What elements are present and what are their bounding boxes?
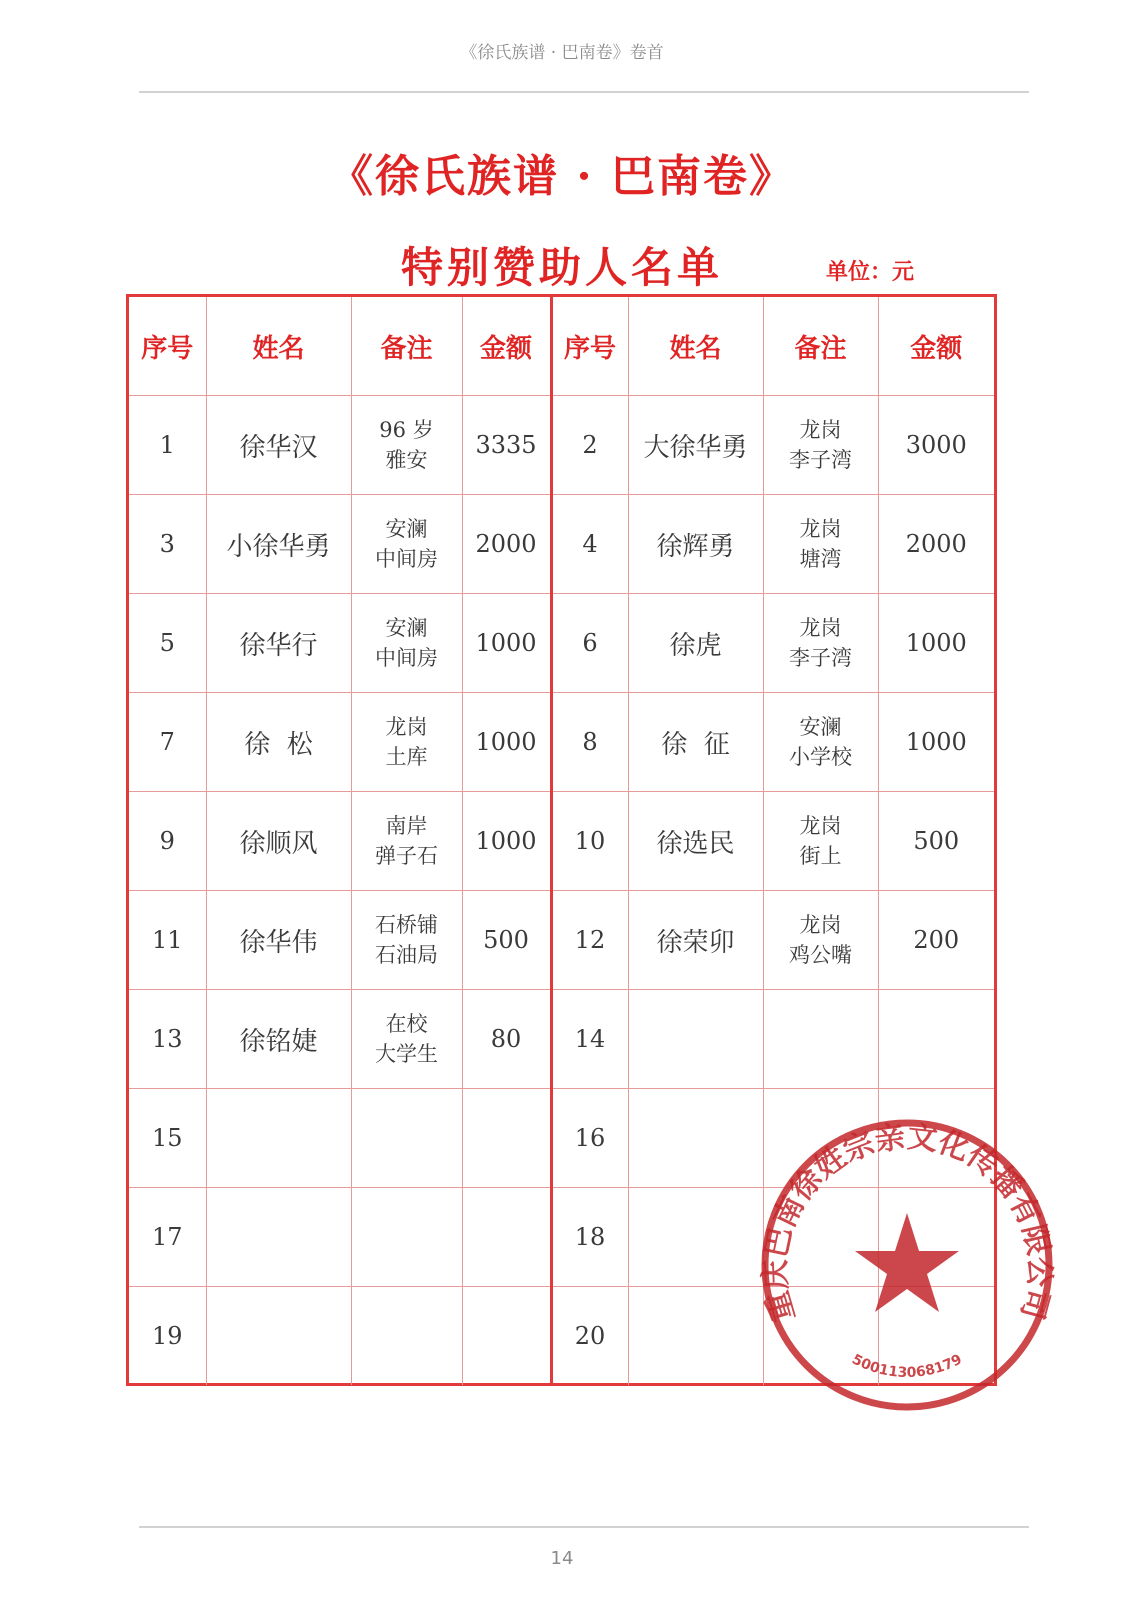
table-row [129,891,994,990]
sponsor-amount: 80 [462,990,551,1089]
sponsor-note [763,396,878,495]
sponsor-name: 大徐华勇 [628,396,763,495]
header-divider [139,91,1029,93]
sponsor-note [351,1089,462,1188]
sponsor-number: 4 [551,495,628,594]
sponsor-amount: 500 [878,792,994,891]
sponsor-amount: 1000 [462,792,551,891]
sponsor-name [628,1089,763,1188]
sponsor-note-line: 龙岗 [799,913,842,937]
sponsor-amount [878,1287,994,1386]
sponsor-note-line: 龙岗 [799,814,842,838]
sponsor-number: 17 [129,1188,206,1287]
page-number: 14 [550,1548,574,1569]
sponsor-amount: 3000 [878,396,994,495]
sponsor-note-line: 南岸 [385,814,428,838]
sponsor-amount [878,1089,994,1188]
sponsor-number: 20 [551,1287,628,1386]
sponsor-name [206,1188,351,1287]
sponsor-note-line: 龙岗 [799,616,842,640]
sponsor-amount: 3335 [462,396,551,495]
sponsor-note-line: 大学生 [375,1042,438,1066]
document-title: 《徐氏族谱 · 巴南卷》 [329,151,795,202]
sponsor-number: 10 [551,792,628,891]
sponsor-name [206,1089,351,1188]
sponsor-amount [878,990,994,1089]
sponsor-note [763,693,878,792]
sponsor-name: 徐辉勇 [628,495,763,594]
sponsor-amount [462,1188,551,1287]
sponsor-note [351,1188,462,1287]
sponsor-note [351,1287,462,1386]
sponsor-name [206,1287,351,1386]
column-header-name: 姓名 [628,297,763,396]
column-header-note: 备注 [763,297,878,396]
seal-registration-number: 500113068179 [849,1351,965,1382]
sponsor-note-line: 龙岗 [799,517,842,541]
sponsor-number: 11 [129,891,206,990]
column-header-number: 序号 [551,297,628,396]
sponsor-number: 5 [129,594,206,693]
sponsor-name: 徐铭婕 [206,990,351,1089]
sponsor-number: 7 [129,693,206,792]
sponsor-table [129,297,994,1385]
sponsor-note-line: 龙岗 [799,418,842,442]
sponsor-amount: 1000 [462,693,551,792]
sponsor-table-frame [126,294,997,1386]
sponsor-note [351,594,462,693]
sponsor-name: 徐华伟 [206,891,351,990]
sponsor-note-line: 石桥铺 [375,913,438,937]
sponsor-amount: 200 [878,891,994,990]
sponsor-name [628,1287,763,1386]
table-row [129,693,994,792]
column-header-name: 姓名 [206,297,351,396]
sponsor-amount: 2000 [878,495,994,594]
sponsor-number: 13 [129,990,206,1089]
sponsor-number: 6 [551,594,628,693]
sponsor-note [763,891,878,990]
sponsor-name: 徐选民 [628,792,763,891]
sponsor-amount: 2000 [462,495,551,594]
sponsor-note-line: 李子湾 [789,448,852,472]
sponsor-number: 16 [551,1089,628,1188]
table-header-row [129,297,994,396]
sponsor-name [628,1188,763,1287]
sponsor-note [351,693,462,792]
sponsor-name: 徐华行 [206,594,351,693]
sponsor-number: 15 [129,1089,206,1188]
column-header-note: 备注 [351,297,462,396]
sponsor-note-line: 石油局 [375,943,438,967]
table-row [129,495,994,594]
table-row [129,396,994,495]
sponsor-amount: 1000 [878,594,994,693]
sponsor-number: 19 [129,1287,206,1386]
table-row [129,1287,994,1386]
sponsor-note [763,1188,878,1287]
sponsor-note-line: 安澜 [799,715,842,739]
sponsor-name: 徐顺风 [206,792,351,891]
sponsor-note [763,990,878,1089]
seal-company-name: 重庆巴南徐姓宗亲文化传播有限公司 [757,1119,1057,1326]
sponsor-note-line: 96 岁 [379,418,434,442]
sponsor-note-line: 李子湾 [789,646,852,670]
sponsor-note [763,1287,878,1386]
running-header: 《徐氏族谱 · 巴南卷》卷首 [460,43,664,63]
sponsor-name: 徐华汉 [206,396,351,495]
sponsor-name: 徐虎 [628,594,763,693]
sponsor-number: 12 [551,891,628,990]
sponsor-amount [462,1089,551,1188]
sponsor-note-line: 土库 [385,745,428,769]
column-header-number: 序号 [129,297,206,396]
table-row [129,1188,994,1287]
sponsor-note-line: 中间房 [375,547,438,571]
sponsor-note [763,1089,878,1188]
sponsor-note [351,891,462,990]
sponsor-note-line: 雅安 [385,448,428,472]
sponsor-note-line: 小学校 [789,745,852,769]
sponsor-note-line: 安澜 [385,616,428,640]
currency-unit-label: 单位：元 [826,259,915,285]
sponsor-amount: 500 [462,891,551,990]
sponsor-name: 徐 松 [206,693,351,792]
sponsor-number: 1 [129,396,206,495]
sponsor-note-line: 鸡公嘴 [789,943,852,967]
sponsor-note [763,792,878,891]
sponsor-note [763,495,878,594]
sponsor-number: 9 [129,792,206,891]
sponsor-number: 2 [551,396,628,495]
sponsor-note [351,792,462,891]
column-header-amount: 金额 [462,297,551,396]
sponsor-note-line: 塘湾 [799,547,842,571]
sponsor-number: 8 [551,693,628,792]
table-row [129,990,994,1089]
sponsor-amount [878,1188,994,1287]
document-subtitle: 特别赞助人名单 [400,243,723,292]
sponsor-note-line: 中间房 [375,646,438,670]
table-row [129,594,994,693]
sponsor-note-line: 街上 [799,844,842,868]
footer-divider [139,1526,1029,1528]
sponsor-note-line: 在校 [385,1012,428,1036]
sponsor-note [351,396,462,495]
table-row [129,792,994,891]
sponsor-name: 徐荣卯 [628,891,763,990]
sponsor-name [628,990,763,1089]
sponsor-note-line: 弹子石 [375,844,438,868]
sponsor-note [351,990,462,1089]
sponsor-name: 小徐华勇 [206,495,351,594]
sponsor-amount: 1000 [462,594,551,693]
sponsor-number: 18 [551,1188,628,1287]
sponsor-note-line: 龙岗 [385,715,428,739]
table-row [129,1089,994,1188]
sponsor-number: 3 [129,495,206,594]
column-header-amount: 金额 [878,297,994,396]
sponsor-amount [462,1287,551,1386]
sponsor-amount: 1000 [878,693,994,792]
sponsor-name: 徐 征 [628,693,763,792]
sponsor-number: 14 [551,990,628,1089]
sponsor-note-line: 安澜 [385,517,428,541]
sponsor-note [763,594,878,693]
sponsor-note [351,495,462,594]
